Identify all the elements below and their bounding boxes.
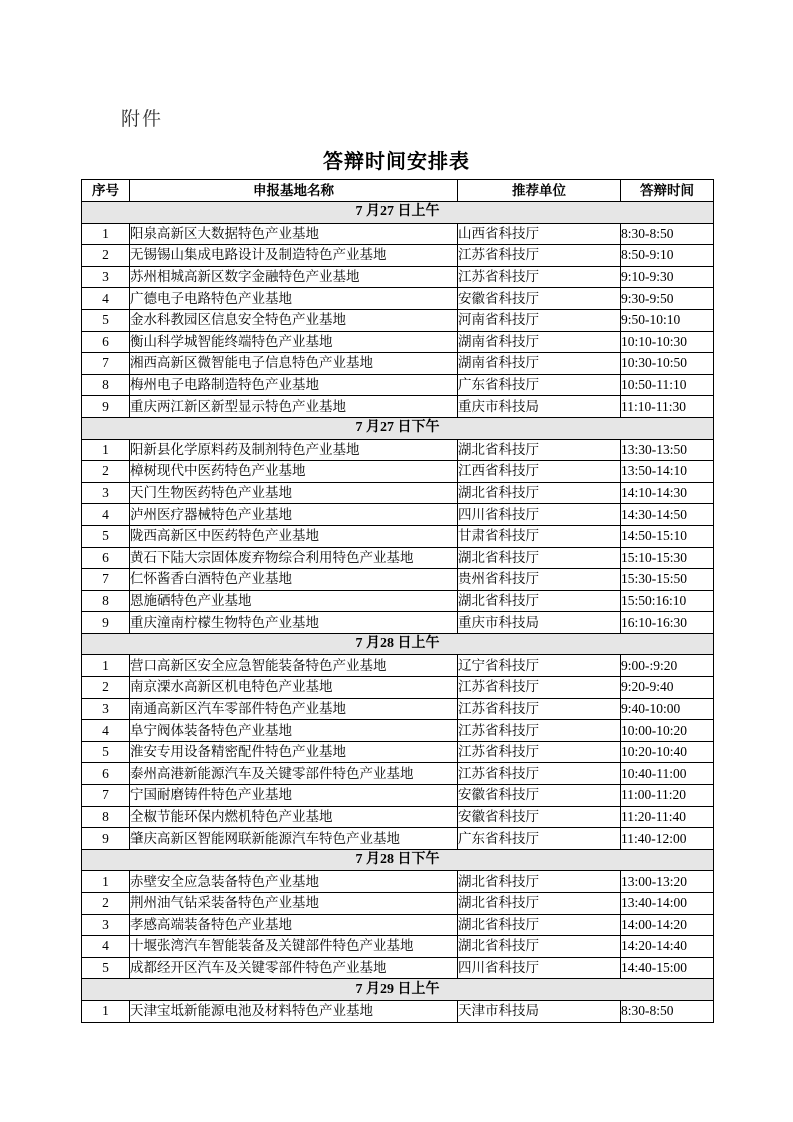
section-label: 7 月27 日上午 xyxy=(82,202,714,224)
time-cell: 14:10-14:30 xyxy=(621,482,714,504)
time-cell: 11:40-12:00 xyxy=(621,828,714,850)
table-row xyxy=(82,525,714,547)
table-row xyxy=(82,223,714,245)
base-name-cell: 南通高新区汽车零部件特色产业基地 xyxy=(130,698,458,720)
row-index: 7 xyxy=(82,785,130,807)
unit-cell: 湖北省科技厅 xyxy=(458,547,621,569)
time-cell: 10:50-11:10 xyxy=(621,374,714,396)
time-cell: 9:30-9:50 xyxy=(621,288,714,310)
row-index: 1 xyxy=(82,223,130,245)
table-body xyxy=(82,202,714,1023)
row-index: 9 xyxy=(82,396,130,418)
table-row xyxy=(82,461,714,483)
row-index: 2 xyxy=(82,461,130,483)
table-row xyxy=(82,482,714,504)
base-name-cell: 樟树现代中医药特色产业基地 xyxy=(130,461,458,483)
time-cell: 13:40-14:00 xyxy=(621,893,714,915)
time-cell: 15:30-15:50 xyxy=(621,569,714,591)
table-row xyxy=(82,266,714,288)
section-row xyxy=(82,979,714,1001)
time-cell: 13:30-13:50 xyxy=(621,439,714,461)
base-name-cell: 泰州高港新能源汽车及关键零部件特色产业基地 xyxy=(130,763,458,785)
header-defense-time: 答辩时间 xyxy=(621,180,714,202)
row-index: 3 xyxy=(82,914,130,936)
table-row xyxy=(82,331,714,353)
base-name-cell: 重庆潼南柠檬生物特色产业基地 xyxy=(130,612,458,634)
unit-cell: 江西省科技厅 xyxy=(458,461,621,483)
unit-cell: 贵州省科技厅 xyxy=(458,569,621,591)
time-cell: 10:40-11:00 xyxy=(621,763,714,785)
table-row xyxy=(82,396,714,418)
section-label: 7 月27 日下午 xyxy=(82,417,714,439)
unit-cell: 湖北省科技厅 xyxy=(458,871,621,893)
time-cell: 11:20-11:40 xyxy=(621,806,714,828)
base-name-cell: 营口高新区安全应急智能装备特色产业基地 xyxy=(130,655,458,677)
unit-cell: 湖北省科技厅 xyxy=(458,439,621,461)
row-index: 4 xyxy=(82,504,130,526)
row-index: 8 xyxy=(82,806,130,828)
base-name-cell: 梅州电子电路制造特色产业基地 xyxy=(130,374,458,396)
table-row xyxy=(82,806,714,828)
base-name-cell: 成都经开区汽车及关键零部件特色产业基地 xyxy=(130,957,458,979)
row-index: 2 xyxy=(82,677,130,699)
base-name-cell: 阳泉高新区大数据特色产业基地 xyxy=(130,223,458,245)
row-index: 2 xyxy=(82,893,130,915)
unit-cell: 重庆市科技局 xyxy=(458,396,621,418)
table-row xyxy=(82,914,714,936)
base-name-cell: 阳新县化学原料药及制剂特色产业基地 xyxy=(130,439,458,461)
base-name-cell: 南京溧水高新区机电特色产业基地 xyxy=(130,677,458,699)
row-index: 5 xyxy=(82,741,130,763)
unit-cell: 安徽省科技厅 xyxy=(458,806,621,828)
table-row xyxy=(82,439,714,461)
unit-cell: 辽宁省科技厅 xyxy=(458,655,621,677)
row-index: 2 xyxy=(82,245,130,267)
row-index: 4 xyxy=(82,936,130,958)
row-index: 3 xyxy=(82,482,130,504)
time-cell: 10:10-10:30 xyxy=(621,331,714,353)
unit-cell: 江苏省科技厅 xyxy=(458,266,621,288)
section-label: 7 月29 日上午 xyxy=(82,979,714,1001)
time-cell: 11:00-11:20 xyxy=(621,785,714,807)
time-cell: 10:00-10:20 xyxy=(621,720,714,742)
base-name-cell: 广德电子电路特色产业基地 xyxy=(130,288,458,310)
unit-cell: 安徽省科技厅 xyxy=(458,288,621,310)
table-row xyxy=(82,547,714,569)
time-cell: 9:50-10:10 xyxy=(621,309,714,331)
base-name-cell: 泸州医疗器械特色产业基地 xyxy=(130,504,458,526)
section-row xyxy=(82,849,714,871)
time-cell: 8:30-8:50 xyxy=(621,223,714,245)
section-row xyxy=(82,633,714,655)
table-row xyxy=(82,957,714,979)
time-cell: 14:50-15:10 xyxy=(621,525,714,547)
row-index: 5 xyxy=(82,525,130,547)
table-row xyxy=(82,569,714,591)
table-row xyxy=(82,245,714,267)
time-cell: 15:50:16:10 xyxy=(621,590,714,612)
table-row xyxy=(82,590,714,612)
table-row xyxy=(82,374,714,396)
table-row xyxy=(82,871,714,893)
unit-cell: 江苏省科技厅 xyxy=(458,720,621,742)
unit-cell: 安徽省科技厅 xyxy=(458,785,621,807)
time-cell: 10:20-10:40 xyxy=(621,741,714,763)
attachment-label: 附件 xyxy=(121,108,164,130)
row-index: 5 xyxy=(82,309,130,331)
row-index: 7 xyxy=(82,353,130,375)
schedule-table xyxy=(81,179,714,1023)
section-label: 7 月28 日上午 xyxy=(82,633,714,655)
base-name-cell: 黄石下陆大宗固体废弃物综合利用特色产业基地 xyxy=(130,547,458,569)
header-index: 序号 xyxy=(82,180,130,202)
table-row xyxy=(82,612,714,634)
time-cell: 10:30-10:50 xyxy=(621,353,714,375)
row-index: 8 xyxy=(82,374,130,396)
base-name-cell: 湘西高新区微智能电子信息特色产业基地 xyxy=(130,353,458,375)
row-index: 6 xyxy=(82,331,130,353)
base-name-cell: 苏州相城高新区数字金融特色产业基地 xyxy=(130,266,458,288)
unit-cell: 江苏省科技厅 xyxy=(458,245,621,267)
unit-cell: 湖南省科技厅 xyxy=(458,353,621,375)
base-name-cell: 金水科教园区信息安全特色产业基地 xyxy=(130,309,458,331)
base-name-cell: 十堰张湾汽车智能装备及关键部件特色产业基地 xyxy=(130,936,458,958)
unit-cell: 湖北省科技厅 xyxy=(458,590,621,612)
row-index: 1 xyxy=(82,439,130,461)
unit-cell: 广东省科技厅 xyxy=(458,374,621,396)
row-index: 3 xyxy=(82,266,130,288)
row-index: 9 xyxy=(82,612,130,634)
row-index: 4 xyxy=(82,720,130,742)
time-cell: 13:00-13:20 xyxy=(621,871,714,893)
table-row xyxy=(82,720,714,742)
time-cell: 9:00-:9:20 xyxy=(621,655,714,677)
base-name-cell: 重庆两江新区新型显示特色产业基地 xyxy=(130,396,458,418)
time-cell: 14:00-14:20 xyxy=(621,914,714,936)
time-cell: 8:50-9:10 xyxy=(621,245,714,267)
header-recommending-unit: 推荐单位 xyxy=(458,180,621,202)
row-index: 1 xyxy=(82,1000,130,1022)
row-index: 1 xyxy=(82,655,130,677)
row-index: 5 xyxy=(82,957,130,979)
base-name-cell: 孝感高端装备特色产业基地 xyxy=(130,914,458,936)
table-row xyxy=(82,504,714,526)
base-name-cell: 肇庆高新区智能网联新能源汽车特色产业基地 xyxy=(130,828,458,850)
time-cell: 14:20-14:40 xyxy=(621,936,714,958)
section-label: 7 月28 日下午 xyxy=(82,849,714,871)
table-row xyxy=(82,288,714,310)
unit-cell: 河南省科技厅 xyxy=(458,309,621,331)
time-cell: 14:30-14:50 xyxy=(621,504,714,526)
unit-cell: 甘肃省科技厅 xyxy=(458,525,621,547)
unit-cell: 重庆市科技局 xyxy=(458,612,621,634)
section-row xyxy=(82,202,714,224)
unit-cell: 四川省科技厅 xyxy=(458,957,621,979)
table-row xyxy=(82,655,714,677)
table-row xyxy=(82,1000,714,1022)
base-name-cell: 阜宁阀体装备特色产业基地 xyxy=(130,720,458,742)
unit-cell: 湖南省科技厅 xyxy=(458,331,621,353)
unit-cell: 广东省科技厅 xyxy=(458,828,621,850)
base-name-cell: 衡山科学城智能终端特色产业基地 xyxy=(130,331,458,353)
table-row xyxy=(82,309,714,331)
unit-cell: 湖北省科技厅 xyxy=(458,893,621,915)
row-index: 1 xyxy=(82,871,130,893)
base-name-cell: 荆州油气钻采装备特色产业基地 xyxy=(130,893,458,915)
table-row xyxy=(82,893,714,915)
unit-cell: 四川省科技厅 xyxy=(458,504,621,526)
row-index: 6 xyxy=(82,763,130,785)
base-name-cell: 天门生物医药特色产业基地 xyxy=(130,482,458,504)
unit-cell: 湖北省科技厅 xyxy=(458,936,621,958)
time-cell: 16:10-16:30 xyxy=(621,612,714,634)
table-row xyxy=(82,763,714,785)
unit-cell: 湖北省科技厅 xyxy=(458,914,621,936)
base-name-cell: 恩施硒特色产业基地 xyxy=(130,590,458,612)
section-row xyxy=(82,417,714,439)
base-name-cell: 宁国耐磨铸件特色产业基地 xyxy=(130,785,458,807)
table-header-row xyxy=(82,180,714,202)
time-cell: 11:10-11:30 xyxy=(621,396,714,418)
row-index: 9 xyxy=(82,828,130,850)
time-cell: 9:40-10:00 xyxy=(621,698,714,720)
header-base-name: 申报基地名称 xyxy=(130,180,458,202)
table-row xyxy=(82,698,714,720)
table-row xyxy=(82,828,714,850)
table-row xyxy=(82,741,714,763)
base-name-cell: 仁怀酱香白酒特色产业基地 xyxy=(130,569,458,591)
base-name-cell: 赤壁安全应急装备特色产业基地 xyxy=(130,871,458,893)
base-name-cell: 全椒节能环保内燃机特色产业基地 xyxy=(130,806,458,828)
table-row xyxy=(82,936,714,958)
page-title: 答辩时间安排表 xyxy=(323,149,470,173)
unit-cell: 江苏省科技厅 xyxy=(458,763,621,785)
table-row xyxy=(82,785,714,807)
base-name-cell: 淮安专用设备精密配件特色产业基地 xyxy=(130,741,458,763)
time-cell: 14:40-15:00 xyxy=(621,957,714,979)
row-index: 6 xyxy=(82,547,130,569)
unit-cell: 湖北省科技厅 xyxy=(458,482,621,504)
unit-cell: 江苏省科技厅 xyxy=(458,741,621,763)
row-index: 3 xyxy=(82,698,130,720)
time-cell: 9:20-9:40 xyxy=(621,677,714,699)
unit-cell: 天津市科技局 xyxy=(458,1000,621,1022)
base-name-cell: 天津宝坻新能源电池及材料特色产业基地 xyxy=(130,1000,458,1022)
time-cell: 9:10-9:30 xyxy=(621,266,714,288)
unit-cell: 江苏省科技厅 xyxy=(458,698,621,720)
base-name-cell: 无锡锡山集成电路设计及制造特色产业基地 xyxy=(130,245,458,267)
table-row xyxy=(82,677,714,699)
base-name-cell: 陇西高新区中医药特色产业基地 xyxy=(130,525,458,547)
row-index: 7 xyxy=(82,569,130,591)
time-cell: 15:10-15:30 xyxy=(621,547,714,569)
time-cell: 8:30-8:50 xyxy=(621,1000,714,1022)
time-cell: 13:50-14:10 xyxy=(621,461,714,483)
row-index: 8 xyxy=(82,590,130,612)
row-index: 4 xyxy=(82,288,130,310)
unit-cell: 山西省科技厅 xyxy=(458,223,621,245)
unit-cell: 江苏省科技厅 xyxy=(458,677,621,699)
table-row xyxy=(82,353,714,375)
